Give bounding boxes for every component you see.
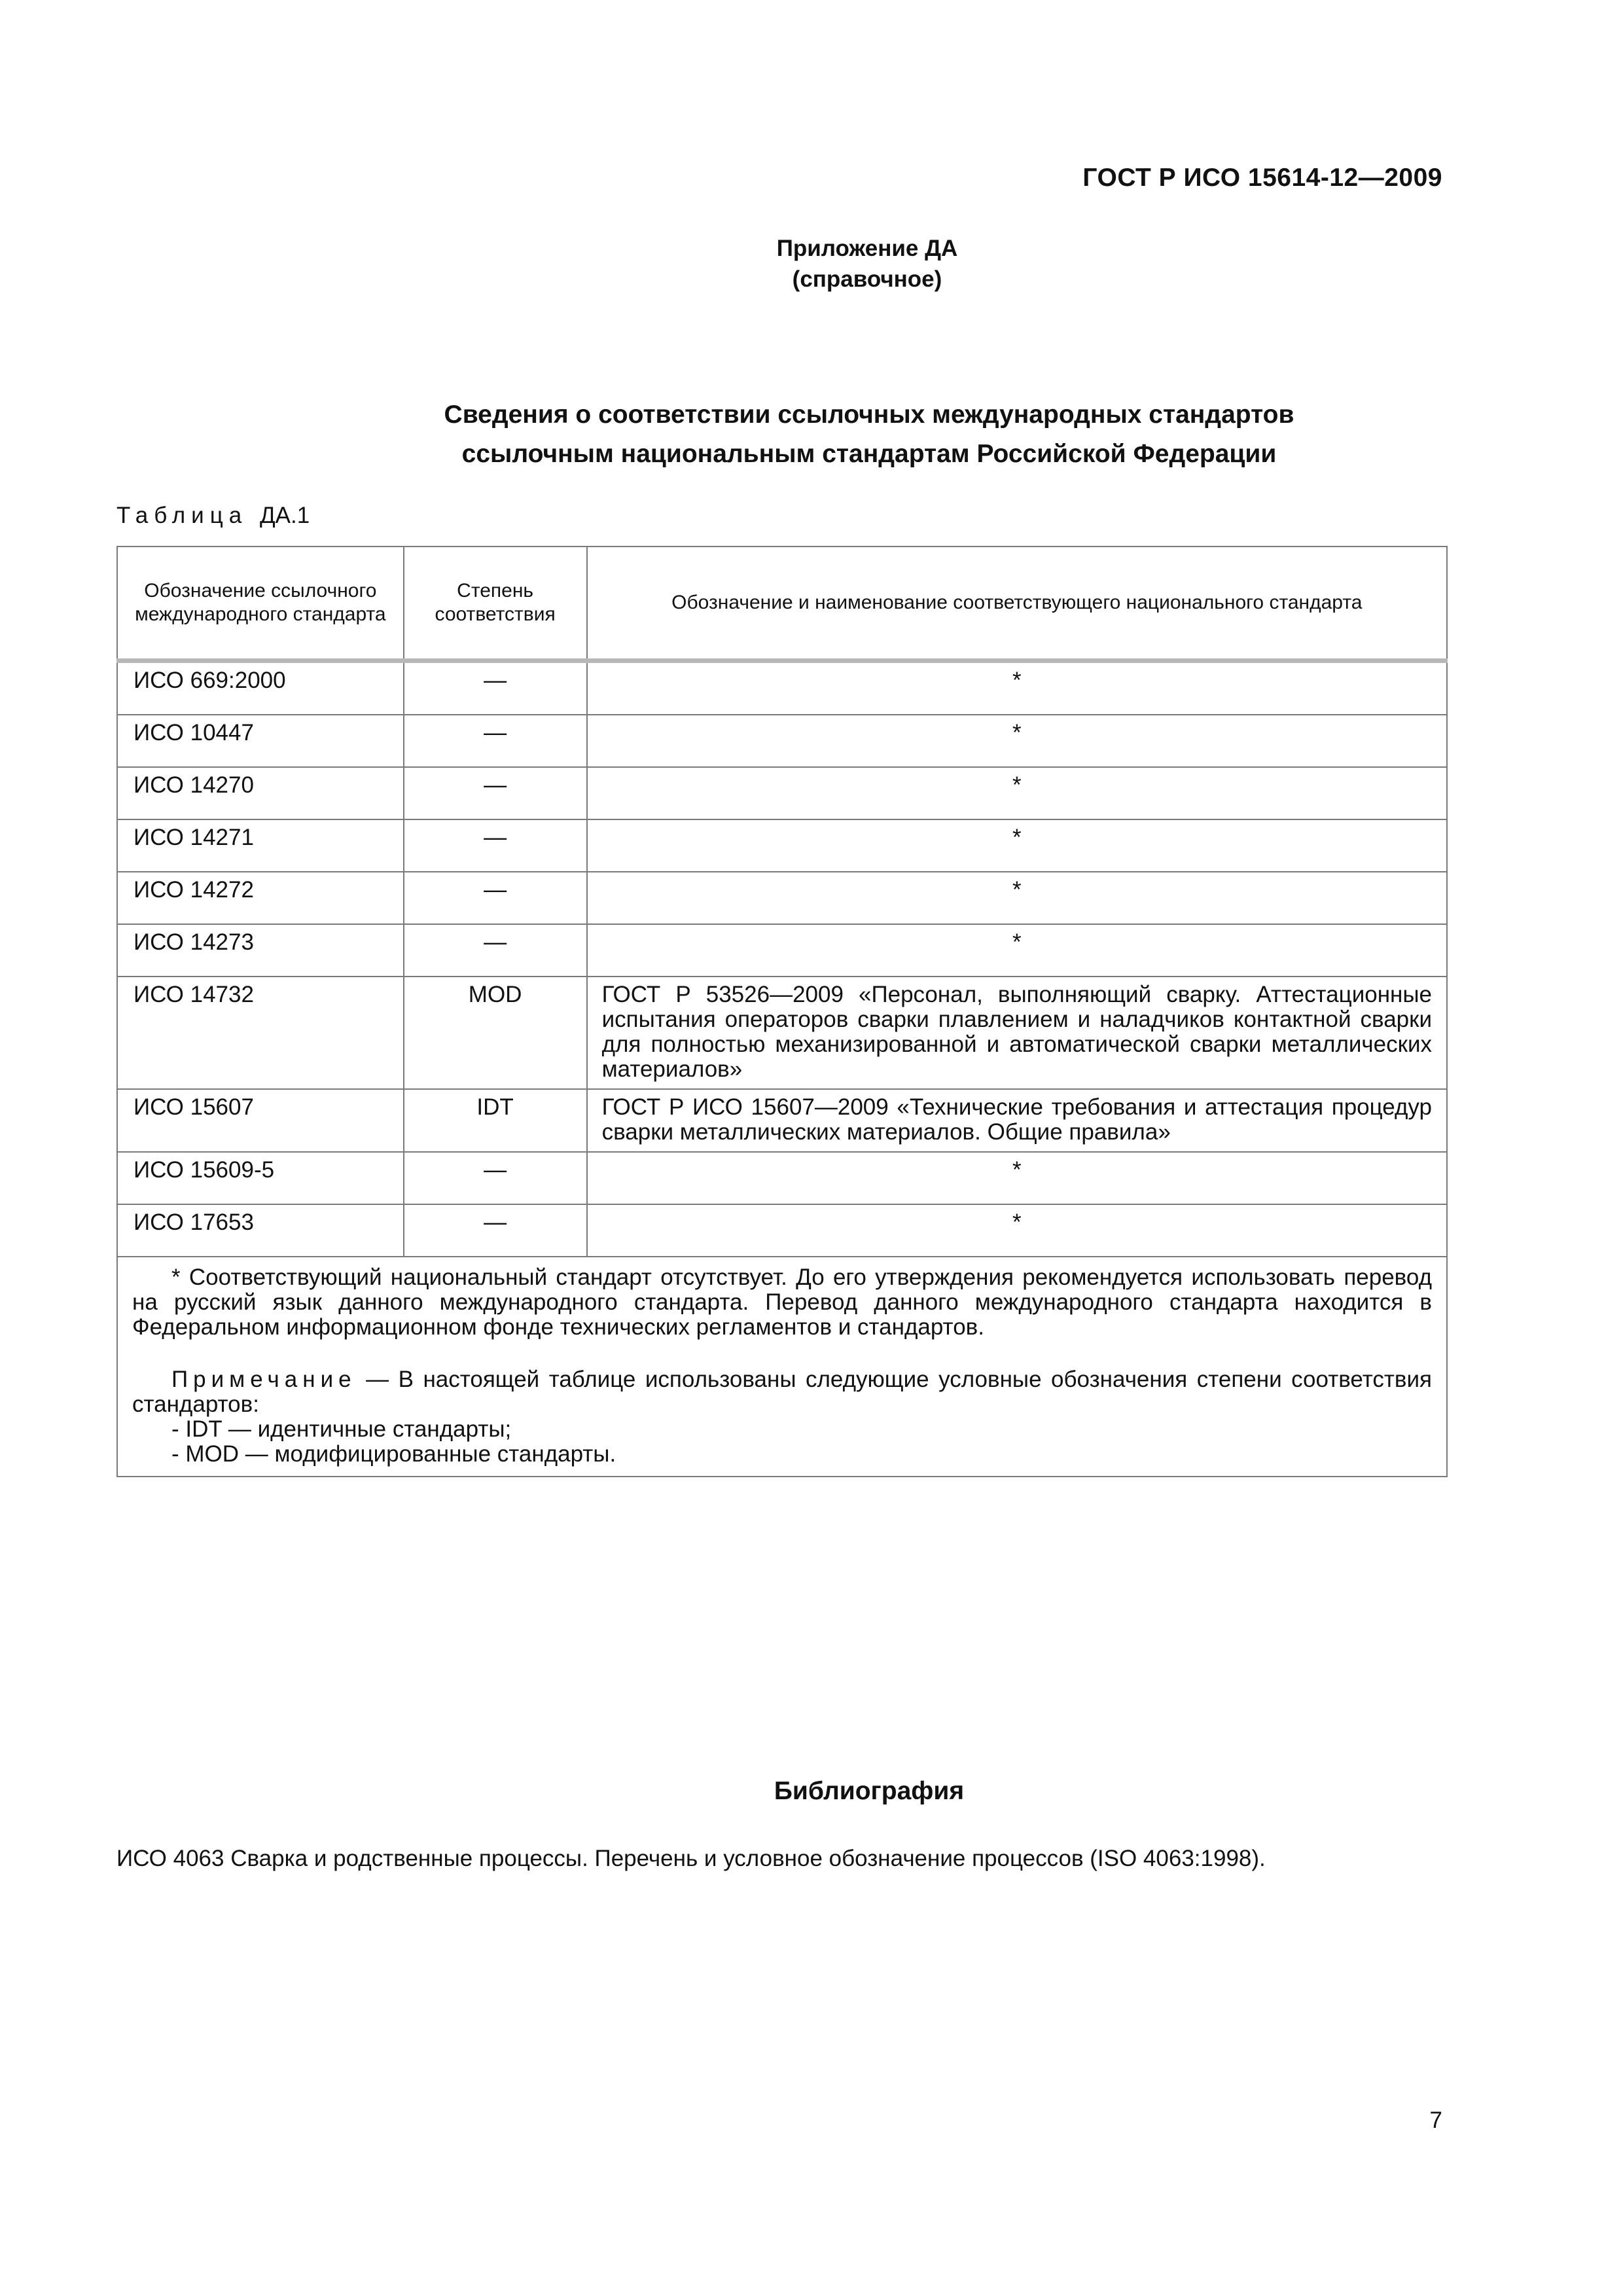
cell-std: ИСО 14732 [117,977,404,1089]
table-row [117,977,1447,1089]
cell-national: * [587,924,1447,977]
table-note [132,1367,1432,1417]
cell-national: * [587,715,1447,767]
appendix-heading [0,233,1623,295]
cell-degree: — [404,715,587,767]
table-caption-number: ДА.1 [259,503,310,528]
note-item-mod: - MOD — модифицированные стандарты. [171,1441,616,1467]
cell-degree: — [404,819,587,872]
cell-national: * [587,872,1447,924]
table-row [117,819,1447,872]
note-label: Примечание [171,1367,357,1392]
table-row [117,924,1447,977]
section-title-line-2: ссылочным национальным стандартам Российской Федерации [461,440,1277,468]
table-caption [116,503,310,529]
appendix-title: Приложение ДА [776,236,958,261]
cell-std: ИСО 14272 [117,872,404,924]
cell-national: * [587,819,1447,872]
table-row [117,767,1447,819]
cell-std: ИСО 17653 [117,1204,404,1257]
note-text: — В настоящей таблице использованы следующие условные обозначения степени соответствия стандартов: [132,1367,1432,1417]
cell-std: ИСО 15607 [117,1089,404,1152]
header-national-standard: Обозначение и наименование соответствующего национального стандарта [587,547,1447,661]
cell-national: * [587,1204,1447,1257]
table-row [117,1204,1447,1257]
cell-std: ИСО 15609-5 [117,1152,404,1204]
cell-degree: — [404,1204,587,1257]
table-caption-label: Таблица [116,503,248,528]
table-row [117,1152,1447,1204]
cell-degree: — [404,767,587,819]
cell-national: * [587,1152,1447,1204]
note-item-idt: - IDT — идентичные стандарты; [171,1416,512,1442]
cell-degree: — [404,872,587,924]
cell-degree: — [404,661,587,715]
cell-degree: MOD [404,977,587,1089]
table-footer-cell [117,1257,1447,1477]
bibliography-entry: ИСО 4063 Сварка и родственные процессы. Перечень и условное обозначение процессов (ISO 4063:1998). [116,1846,1266,1871]
table-header-row [117,547,1447,661]
cell-national: * [587,767,1447,819]
cell-std: ИСО 14270 [117,767,404,819]
table-footnote: * Соответствующий национальный стандарт отсутствует. До его утверждения рекомендуется использовать перевод на русский язык данного международного стандарта. Перевод данного международного стандарта находится в Федеральном информационном фонде технических регламентов и стандартов. [132,1265,1432,1340]
cell-std: ИСО 669:2000 [117,661,404,715]
section-title [0,395,1623,474]
appendix-subtitle: (справочное) [792,266,942,292]
cell-national: * [587,661,1447,715]
cell-degree: — [404,1152,587,1204]
section-title-line-1: Сведения о соответствии ссылочных международных стандартов [444,401,1294,429]
table-row [117,1089,1447,1152]
cell-degree: — [404,924,587,977]
header-international-standard: Обозначение ссылочного международного стандарта [117,547,404,661]
table-row [117,661,1447,715]
cell-std: ИСО 14271 [117,819,404,872]
table-row [117,872,1447,924]
cell-national: ГОСТ Р ИСО 15607—2009 «Технические требования и аттестация процедур сварки металлических материалов. Общие правила» [587,1089,1447,1152]
bibliography-title [0,1777,1623,1806]
bibliography-title-text: Библиография [774,1777,965,1805]
cell-national: ГОСТ Р 53526—2009 «Персонал, выполняющий сварку. Аттестационные испытания операторов сварки плавлением и наладчиков контактной сварки для полностью механизированной и автоматической сварки металлических материалов» [587,977,1447,1089]
cell-std: ИСО 14273 [117,924,404,977]
table-row [117,715,1447,767]
cell-std: ИСО 10447 [117,715,404,767]
correspondence-table [116,546,1448,1477]
table-footer-row [117,1257,1447,1477]
cell-degree: IDT [404,1089,587,1152]
header-degree: Степень соответствия [404,547,587,661]
document-code: ГОСТ Р ИСО 15614-12—2009 [1082,164,1442,192]
page-number: 7 [1429,2108,1442,2133]
